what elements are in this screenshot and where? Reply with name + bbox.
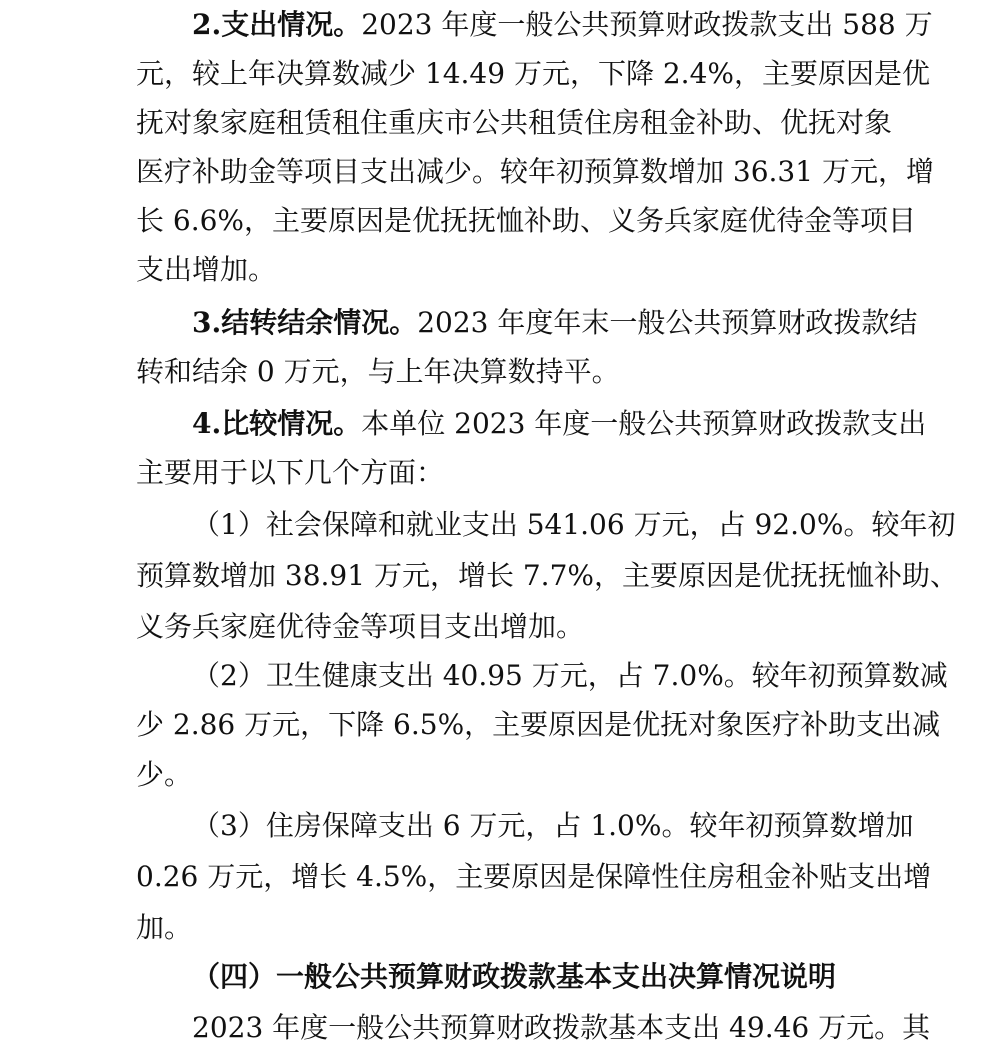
para4-line-1 bbox=[192, 399, 927, 449]
para2-line-3: 抚对象家庭租赁租住重庆市公共租赁住房租金补助、优抚对象 bbox=[136, 106, 893, 139]
para4-heading: 4.比较情况。 bbox=[192, 407, 362, 440]
item3-line-1: （3）住房保障支出 6 万元，占 1.0%。较年初预算数增加 bbox=[192, 809, 914, 842]
para2-heading: 2.支出情况。 bbox=[192, 8, 362, 41]
section4-heading: （四）一般公共预算财政拨款基本支出决算情况说明 bbox=[192, 960, 837, 993]
item1-line-3: 义务兵家庭优待金等项目支出增加。 bbox=[136, 610, 585, 643]
item1-line-1: （1）社会保障和就业支出 541.06 万元，占 92.0%。较年初 bbox=[192, 508, 956, 541]
para3-heading: 3.结转结余情况。 bbox=[192, 306, 418, 339]
para2-line-4: 医疗补助金等项目支出减少。较年初预算数增加 36.31 万元，增 bbox=[136, 155, 934, 188]
para2-line-6: 支出增加。 bbox=[136, 253, 277, 286]
para4-line-2: 主要用于以下几个方面： bbox=[136, 456, 445, 489]
para3-line-1 bbox=[192, 298, 918, 348]
para4-text-1: 本单位 2023 年度一般公共预算财政拨款支出 bbox=[361, 407, 927, 440]
item2-line-2: 少 2.86 万元，下降 6.5%，主要原因是优抚对象医疗补助支出减 bbox=[136, 708, 941, 741]
para2-text-1: 2023 年度一般公共预算财政拨款支出 588 万 bbox=[361, 8, 933, 41]
item3-line-2: 0.26 万元，增长 4.5%，主要原因是保障性住房租金补贴支出增 bbox=[136, 860, 932, 893]
para2-line-2: 元，较上年决算数减少 14.49 万元，下降 2.4%，主要原因是优 bbox=[136, 57, 930, 90]
para2-line-5: 长 6.6%，主要原因是优抚抚恤补助、义务兵家庭优待金等项目 bbox=[136, 204, 917, 237]
section4-line-1: 2023 年度一般公共预算财政拨款基本支出 49.46 万元。其 bbox=[192, 1011, 931, 1044]
para2-line-1 bbox=[192, 0, 933, 50]
para3-text-1: 2023 年度年末一般公共预算财政拨款结 bbox=[417, 306, 918, 339]
para3-line-2: 转和结余 0 万元，与上年决算数持平。 bbox=[136, 355, 620, 388]
item3-line-3: 加。 bbox=[136, 911, 193, 944]
item2-line-1: （2）卫生健康支出 40.95 万元，占 7.0%。较年初预算数减 bbox=[192, 659, 948, 692]
item1-line-2: 预算数增加 38.91 万元，增长 7.7%，主要原因是优抚抚恤补助、 bbox=[136, 559, 958, 592]
item2-line-3: 少。 bbox=[136, 758, 193, 791]
